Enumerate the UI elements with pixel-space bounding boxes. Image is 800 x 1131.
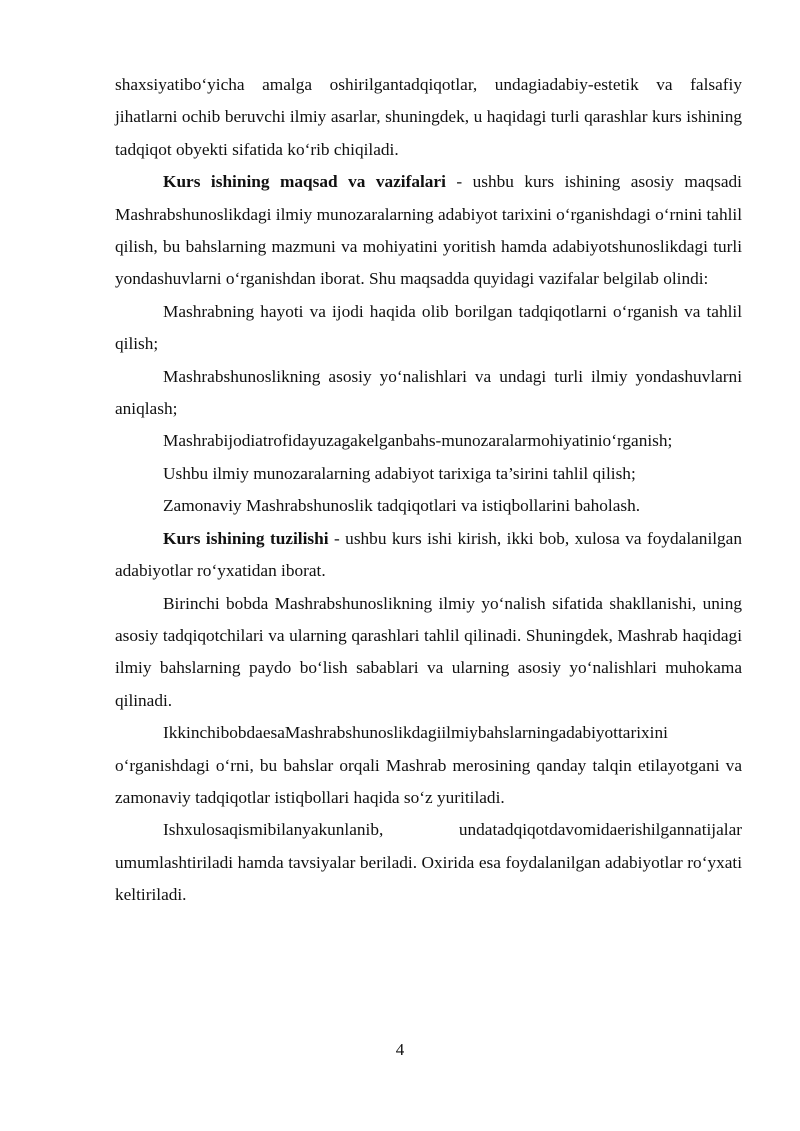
structure-heading: Kurs ishining tuzilishi: [163, 528, 329, 548]
document-body: [115, 69, 742, 912]
paragraph-chapter-two: IkkinchibobdaesaMashrabshunoslikdagiilmiybahslarningadabiyottarixini o‘rganishdagi o‘rni, bu bahslar orqali Mashrab merosining qanday talqin etilayotgani va zamonaviy tadqiqotlar istiqbollari haqida so‘z yuritiladi.: [115, 723, 742, 807]
page-number: 4: [395, 1040, 405, 1059]
paragraph-conclusion: Ishxulosaqismibilanyakunlanib, undatadqiqotdavomidaerishilgannatijalar umumlashtiriladi hamda tavsiyalar beriladi. Oxirida esa foydalanilgan adabiyotlar ro‘yxati keltiriladi.: [115, 820, 742, 905]
structure-text: - ushbu kurs ishi kirish, ikki bob, xulosa va foydalanilgan adabiyotlar ro‘yxatidan iborat.: [115, 528, 742, 581]
goals-heading: Kurs ishining maqsad va vazifalari: [163, 172, 446, 192]
task-item-2: Mashrabshunoslikning asosiy yo‘nalishlari va undagi turli ilmiy yondashuvlarni aniqlash;: [115, 366, 742, 419]
task-item-5: Zamonaviy Mashrabshunoslik tadqiqotlari va istiqbollarini baholash.: [163, 496, 641, 516]
paragraph-goals: [115, 166, 742, 296]
task-item-3: Mashrabijodiatrofidayuzagakelganbahs-munozaralarmohiyatinio‘rganish;: [163, 431, 673, 451]
paragraph-structure: [115, 523, 742, 588]
task-item-4: Ushbu ilmiy munozaralarning adabiyot tarixiga ta’sirini tahlil qilish;: [163, 463, 636, 483]
paragraph-intro-continued: shaxsiyatibo‘yicha amalga oshirilgantadqiqotlar, undagiadabiy-estetik va falsafiy jihatlarni ochib beruvchi ilmiy asarlar, shuningdek, u haqidagi turli qarashlar kurs ishining tadqiqot obyekti sifatida ko‘rib chiqiladi.: [115, 75, 742, 159]
paragraph-chapter-one: Birinchi bobda Mashrabshunoslikning ilmiy yo‘nalish sifatida shakllanishi, uning asosiy tadqiqotchilari va ularning qarashlari tahlil qilinadi. Shuningdek, Mashrab haqidagi ilmiy bahslarning paydo bo‘lish sabablari va ularning asosiy yo‘nalishlari muhokama qilinadi.: [115, 593, 742, 710]
goals-text: - ushbu kurs ishining asosiy maqsadi Mashrabshunoslikdagi ilmiy munozaralarning adabiyot tarixini o‘rganishdagi o‘rnini tahlil qilish, bu bahslarning mazmuni va mohiyatini yoritish hamda adabiyotshunoslikdagi turli yondashuvlarni o‘rganishdan iborat. Shu maqsadda quyidagi vazifalar belgilab olindi:: [115, 172, 742, 289]
task-item-1: Mashrabning hayoti va ijodi haqida olib borilgan tadqiqotlarni o‘rganish va tahlil qilish;: [115, 301, 742, 354]
